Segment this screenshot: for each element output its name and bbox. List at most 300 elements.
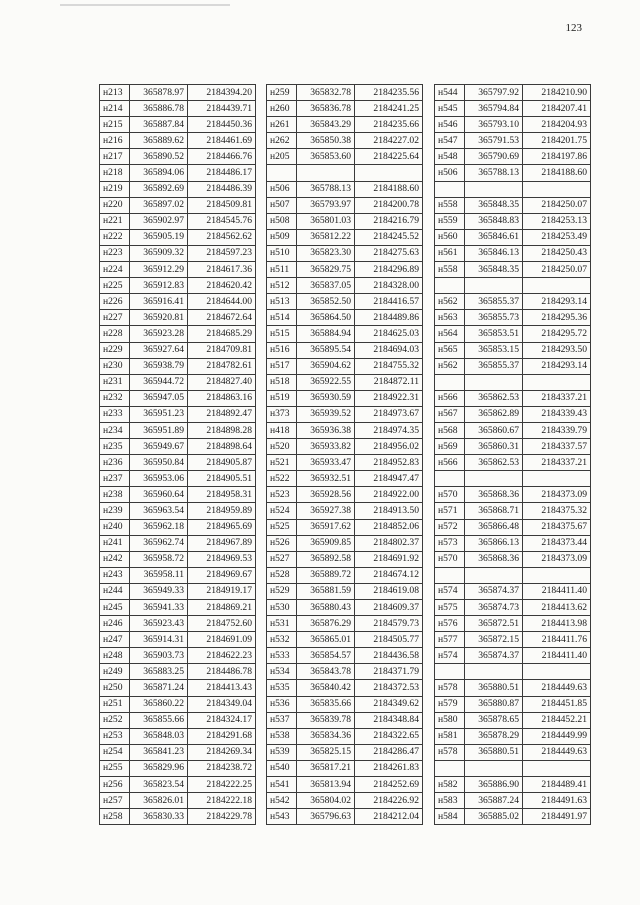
y-coordinate-cell: 2184324.17	[188, 712, 256, 728]
x-coordinate-cell: 365874.37	[465, 583, 523, 599]
y-coordinate-cell: 2184922.31	[355, 390, 423, 406]
y-coordinate-cell: 2184694.03	[355, 342, 423, 358]
point-id-cell: н260	[267, 101, 297, 117]
x-coordinate-cell: 365950.84	[130, 455, 188, 471]
table-row	[100, 728, 256, 744]
table-row	[435, 777, 591, 793]
table-row	[267, 117, 423, 133]
y-coordinate-cell: 2184452.21	[523, 712, 591, 728]
x-coordinate-cell: 365835.66	[297, 696, 355, 712]
y-coordinate-cell: 2184461.69	[188, 133, 256, 149]
x-coordinate-cell: 365860.31	[465, 439, 523, 455]
table-row	[435, 85, 591, 101]
table-row	[267, 664, 423, 680]
table-row	[100, 133, 256, 149]
point-id-cell: н543	[267, 809, 297, 825]
y-coordinate-cell: 2184207.41	[523, 101, 591, 117]
table-row	[267, 390, 423, 406]
y-coordinate-cell: 2184286.47	[355, 744, 423, 760]
table-row	[267, 197, 423, 213]
table-row	[435, 503, 591, 519]
point-id-cell: н221	[100, 213, 130, 229]
y-coordinate-cell: 2184328.00	[355, 278, 423, 294]
x-coordinate-cell: 365872.15	[465, 632, 523, 648]
point-id-cell: н225	[100, 278, 130, 294]
x-coordinate-cell: 365788.13	[465, 165, 523, 181]
x-coordinate-cell: 365878.65	[465, 712, 523, 728]
point-id-cell: н213	[100, 85, 130, 101]
x-coordinate-cell: 365872.51	[465, 616, 523, 632]
point-id-cell: н570	[435, 487, 465, 503]
point-id-cell: н523	[267, 487, 297, 503]
point-id-cell: н538	[267, 728, 297, 744]
table-row	[267, 793, 423, 809]
x-coordinate-cell: 365887.84	[130, 117, 188, 133]
x-coordinate-cell: 365889.72	[297, 567, 355, 583]
y-coordinate-cell: 2184250.43	[523, 245, 591, 261]
y-coordinate-cell: 2184296.89	[355, 262, 423, 278]
y-coordinate-cell: 2184892.47	[188, 406, 256, 422]
y-coordinate-cell: 2184674.12	[355, 567, 423, 583]
point-id-cell: н584	[435, 809, 465, 825]
point-id-cell: н259	[267, 85, 297, 101]
point-id-cell: н233	[100, 406, 130, 422]
x-coordinate-cell: 365865.01	[297, 632, 355, 648]
table-row	[100, 535, 256, 551]
y-coordinate-cell: 2184197.86	[523, 149, 591, 165]
x-coordinate-cell: 365855.73	[465, 310, 523, 326]
y-coordinate-cell: 2184293.14	[523, 294, 591, 310]
table-row	[435, 406, 591, 422]
x-coordinate-cell: 365840.42	[297, 680, 355, 696]
x-coordinate-cell: 365796.63	[297, 809, 355, 825]
table-row	[100, 101, 256, 117]
point-id-cell: н257	[100, 793, 130, 809]
y-coordinate-cell: 2184869.21	[188, 600, 256, 616]
table-row	[100, 422, 256, 438]
x-coordinate-cell	[465, 567, 523, 583]
point-id-cell: н262	[267, 133, 297, 149]
point-id-cell	[435, 760, 465, 776]
x-coordinate-cell: 365829.96	[130, 760, 188, 776]
coordinates-table-1	[99, 84, 256, 825]
x-coordinate-cell: 365909.32	[130, 245, 188, 261]
table-row	[100, 439, 256, 455]
y-coordinate-cell: 2184222.18	[188, 793, 256, 809]
y-coordinate-cell: 2184416.57	[355, 294, 423, 310]
table-row	[435, 567, 591, 583]
x-coordinate-cell: 365927.38	[297, 503, 355, 519]
table-row	[267, 760, 423, 776]
x-coordinate-cell: 365823.54	[130, 777, 188, 793]
point-id-cell: н582	[435, 777, 465, 793]
table-row	[267, 616, 423, 632]
x-coordinate-cell	[297, 165, 355, 181]
x-coordinate-cell: 365939.52	[297, 406, 355, 422]
x-coordinate-cell: 365788.13	[297, 181, 355, 197]
y-coordinate-cell: 2184291.68	[188, 728, 256, 744]
x-coordinate-cell: 365905.19	[130, 229, 188, 245]
point-id-cell: н514	[267, 310, 297, 326]
y-coordinate-cell: 2184226.92	[355, 793, 423, 809]
point-id-cell: н520	[267, 439, 297, 455]
x-coordinate-cell: 365903.73	[130, 648, 188, 664]
y-coordinate-cell	[523, 374, 591, 390]
y-coordinate-cell: 2184235.66	[355, 117, 423, 133]
point-id-cell: н534	[267, 664, 297, 680]
x-coordinate-cell	[465, 471, 523, 487]
x-coordinate-cell: 365790.69	[465, 149, 523, 165]
x-coordinate-cell: 365868.71	[465, 503, 523, 519]
point-id-cell: н507	[267, 197, 297, 213]
x-coordinate-cell: 365895.54	[297, 342, 355, 358]
y-coordinate-cell: 2184204.93	[523, 117, 591, 133]
y-coordinate-cell: 2184489.41	[523, 777, 591, 793]
y-coordinate-cell	[523, 664, 591, 680]
point-id-cell: н508	[267, 213, 297, 229]
y-coordinate-cell: 2184579.73	[355, 616, 423, 632]
x-coordinate-cell: 365843.78	[297, 664, 355, 680]
point-id-cell: н226	[100, 294, 130, 310]
point-id-cell: н578	[435, 744, 465, 760]
x-coordinate-cell: 365848.83	[465, 213, 523, 229]
point-id-cell: н227	[100, 310, 130, 326]
point-id-cell: н506	[435, 165, 465, 181]
y-coordinate-cell: 2184898.64	[188, 439, 256, 455]
x-coordinate-cell: 365843.29	[297, 117, 355, 133]
point-id-cell: н222	[100, 229, 130, 245]
point-id-cell: н583	[435, 793, 465, 809]
y-coordinate-cell: 2184337.57	[523, 439, 591, 455]
table-row	[100, 777, 256, 793]
point-id-cell: н517	[267, 358, 297, 374]
y-coordinate-cell: 2184222.25	[188, 777, 256, 793]
table-row	[435, 519, 591, 535]
y-coordinate-cell: 2184238.72	[188, 760, 256, 776]
point-id-cell: н559	[435, 213, 465, 229]
point-id-cell: н566	[435, 390, 465, 406]
y-coordinate-cell: 2184956.02	[355, 439, 423, 455]
x-coordinate-cell: 365960.64	[130, 487, 188, 503]
x-coordinate-cell: 365951.23	[130, 406, 188, 422]
table-row	[435, 326, 591, 342]
table-row	[267, 326, 423, 342]
y-coordinate-cell: 2184188.60	[355, 181, 423, 197]
y-coordinate-cell: 2184216.79	[355, 213, 423, 229]
table-row	[267, 422, 423, 438]
point-id-cell: н373	[267, 406, 297, 422]
y-coordinate-cell: 2184449.63	[523, 680, 591, 696]
y-coordinate-cell: 2184371.79	[355, 664, 423, 680]
x-coordinate-cell: 365912.83	[130, 278, 188, 294]
point-id-cell: н234	[100, 422, 130, 438]
table-row	[267, 85, 423, 101]
x-coordinate-cell: 365848.35	[465, 197, 523, 213]
table-row	[100, 294, 256, 310]
table-row	[435, 197, 591, 213]
x-coordinate-cell: 365804.02	[297, 793, 355, 809]
table-row	[435, 455, 591, 471]
x-coordinate-cell	[465, 181, 523, 197]
x-coordinate-cell: 365855.37	[465, 358, 523, 374]
point-id-cell: н576	[435, 616, 465, 632]
point-id-cell: н564	[435, 326, 465, 342]
table-row	[435, 294, 591, 310]
point-id-cell: н566	[435, 455, 465, 471]
x-coordinate-cell: 365927.64	[130, 342, 188, 358]
point-id-cell: н570	[435, 551, 465, 567]
y-coordinate-cell: 2184947.47	[355, 471, 423, 487]
point-id-cell: н249	[100, 664, 130, 680]
table-row	[267, 310, 423, 326]
table-row	[267, 278, 423, 294]
x-coordinate-cell: 365894.06	[130, 165, 188, 181]
point-id-cell: н519	[267, 390, 297, 406]
y-coordinate-cell: 2184235.56	[355, 85, 423, 101]
y-coordinate-cell: 2184348.84	[355, 712, 423, 728]
y-coordinate-cell: 2184625.03	[355, 326, 423, 342]
y-coordinate-cell: 2184413.62	[523, 600, 591, 616]
x-coordinate-cell: 365897.02	[130, 197, 188, 213]
y-coordinate-cell: 2184620.42	[188, 278, 256, 294]
x-coordinate-cell: 365874.73	[465, 600, 523, 616]
table-row	[435, 101, 591, 117]
x-coordinate-cell: 365837.05	[297, 278, 355, 294]
x-coordinate-cell: 365852.50	[297, 294, 355, 310]
point-id-cell: н256	[100, 777, 130, 793]
point-id-cell: н565	[435, 342, 465, 358]
x-coordinate-cell: 365823.30	[297, 245, 355, 261]
point-id-cell: н251	[100, 696, 130, 712]
point-id-cell: н223	[100, 245, 130, 261]
point-id-cell: н532	[267, 632, 297, 648]
y-coordinate-cell: 2184969.53	[188, 551, 256, 567]
point-id-cell: н533	[267, 648, 297, 664]
x-coordinate-cell: 365862.89	[465, 406, 523, 422]
y-coordinate-cell: 2184411.76	[523, 632, 591, 648]
x-coordinate-cell: 365848.35	[465, 262, 523, 278]
table-row	[435, 664, 591, 680]
point-id-cell: н535	[267, 680, 297, 696]
point-id-cell: н418	[267, 422, 297, 438]
x-coordinate-cell	[465, 664, 523, 680]
point-id-cell: н255	[100, 760, 130, 776]
x-coordinate-cell: 365846.61	[465, 229, 523, 245]
y-coordinate-cell: 2184486.39	[188, 181, 256, 197]
point-id-cell: н512	[267, 278, 297, 294]
table-row	[100, 519, 256, 535]
point-id-cell: н577	[435, 632, 465, 648]
table-row	[100, 744, 256, 760]
y-coordinate-cell	[523, 760, 591, 776]
point-id-cell: н542	[267, 793, 297, 809]
point-id-cell: н261	[267, 117, 297, 133]
point-id-cell: н524	[267, 503, 297, 519]
y-coordinate-cell: 2184250.07	[523, 262, 591, 278]
table-row	[267, 551, 423, 567]
point-id-cell: н243	[100, 567, 130, 583]
x-coordinate-cell: 365932.51	[297, 471, 355, 487]
table-row	[267, 455, 423, 471]
y-coordinate-cell: 2184486.17	[188, 165, 256, 181]
point-id-cell: н252	[100, 712, 130, 728]
y-coordinate-cell: 2184509.81	[188, 197, 256, 213]
y-coordinate-cell: 2184449.63	[523, 744, 591, 760]
y-coordinate-cell: 2184965.69	[188, 519, 256, 535]
table-row	[435, 583, 591, 599]
table-row	[100, 229, 256, 245]
y-coordinate-cell: 2184241.25	[355, 101, 423, 117]
x-coordinate-cell: 365922.55	[297, 374, 355, 390]
x-coordinate-cell: 365912.29	[130, 262, 188, 278]
y-coordinate-cell: 2184466.76	[188, 149, 256, 165]
x-coordinate-cell: 365794.84	[465, 101, 523, 117]
point-id-cell: н229	[100, 342, 130, 358]
y-coordinate-cell: 2184373.09	[523, 487, 591, 503]
y-coordinate-cell: 2184337.21	[523, 455, 591, 471]
point-id-cell	[267, 165, 297, 181]
table-row	[435, 551, 591, 567]
point-id-cell: н528	[267, 567, 297, 583]
x-coordinate-cell	[465, 760, 523, 776]
y-coordinate-cell: 2184349.62	[355, 696, 423, 712]
point-id-cell: н228	[100, 326, 130, 342]
x-coordinate-cell: 365917.62	[297, 519, 355, 535]
table-row	[435, 133, 591, 149]
table-row	[435, 712, 591, 728]
point-id-cell: н232	[100, 390, 130, 406]
table-row	[435, 245, 591, 261]
x-coordinate-cell: 365944.72	[130, 374, 188, 390]
y-coordinate-cell: 2184852.06	[355, 519, 423, 535]
table-row	[267, 744, 423, 760]
x-coordinate-cell: 365941.33	[130, 600, 188, 616]
y-coordinate-cell: 2184253.13	[523, 213, 591, 229]
y-coordinate-cell: 2184293.50	[523, 342, 591, 358]
x-coordinate-cell: 365963.54	[130, 503, 188, 519]
x-coordinate-cell: 365933.47	[297, 455, 355, 471]
table-row	[100, 664, 256, 680]
x-coordinate-cell: 365868.36	[465, 487, 523, 503]
y-coordinate-cell: 2184609.37	[355, 600, 423, 616]
point-id-cell: н574	[435, 648, 465, 664]
point-id-cell: н578	[435, 680, 465, 696]
y-coordinate-cell: 2184229.78	[188, 809, 256, 825]
x-coordinate-cell: 365793.10	[465, 117, 523, 133]
y-coordinate-cell: 2184672.64	[188, 310, 256, 326]
x-coordinate-cell: 365880.51	[465, 744, 523, 760]
x-coordinate-cell: 365853.60	[297, 149, 355, 165]
y-coordinate-cell: 2184227.02	[355, 133, 423, 149]
y-coordinate-cell: 2184337.21	[523, 390, 591, 406]
point-id-cell: н248	[100, 648, 130, 664]
y-coordinate-cell: 2184411.40	[523, 583, 591, 599]
table-row	[435, 278, 591, 294]
x-coordinate-cell: 365864.50	[297, 310, 355, 326]
table-row	[435, 809, 591, 825]
point-id-cell: н253	[100, 728, 130, 744]
point-id-cell: н548	[435, 149, 465, 165]
table-row	[100, 197, 256, 213]
table-row	[100, 551, 256, 567]
point-id-cell: н506	[267, 181, 297, 197]
table-row	[435, 310, 591, 326]
point-id-cell: н579	[435, 696, 465, 712]
table-row	[267, 600, 423, 616]
point-id-cell: н562	[435, 294, 465, 310]
point-id-cell: н224	[100, 262, 130, 278]
point-id-cell: н571	[435, 503, 465, 519]
x-coordinate-cell: 365801.03	[297, 213, 355, 229]
x-coordinate-cell: 365930.59	[297, 390, 355, 406]
y-coordinate-cell: 2184802.37	[355, 535, 423, 551]
x-coordinate-cell: 365923.28	[130, 326, 188, 342]
point-id-cell: н511	[267, 262, 297, 278]
y-coordinate-cell: 2184974.35	[355, 422, 423, 438]
point-id-cell: н247	[100, 632, 130, 648]
table-row	[100, 567, 256, 583]
x-coordinate-cell: 365889.62	[130, 133, 188, 149]
y-coordinate-cell: 2184411.40	[523, 648, 591, 664]
point-id-cell: н239	[100, 503, 130, 519]
point-id-cell: н545	[435, 101, 465, 117]
y-coordinate-cell: 2184952.83	[355, 455, 423, 471]
x-coordinate-cell: 365880.87	[465, 696, 523, 712]
x-coordinate-cell: 365958.72	[130, 551, 188, 567]
y-coordinate-cell: 2184489.86	[355, 310, 423, 326]
x-coordinate-cell: 365947.05	[130, 390, 188, 406]
table-row	[435, 390, 591, 406]
point-id-cell: н258	[100, 809, 130, 825]
table-row	[435, 680, 591, 696]
y-coordinate-cell: 2184210.90	[523, 85, 591, 101]
point-id-cell: н531	[267, 616, 297, 632]
y-coordinate-cell: 2184261.83	[355, 760, 423, 776]
point-id-cell: н250	[100, 680, 130, 696]
table-row	[267, 133, 423, 149]
y-coordinate-cell: 2184188.60	[523, 165, 591, 181]
table-row	[435, 342, 591, 358]
y-coordinate-cell: 2184491.63	[523, 793, 591, 809]
table-row	[267, 696, 423, 712]
point-id-cell: н546	[435, 117, 465, 133]
table-row	[100, 583, 256, 599]
y-coordinate-cell: 2184919.17	[188, 583, 256, 599]
y-coordinate-cell: 2184872.11	[355, 374, 423, 390]
x-coordinate-cell: 365832.78	[297, 85, 355, 101]
table-row	[267, 245, 423, 261]
table-row	[267, 728, 423, 744]
point-id-cell: н521	[267, 455, 297, 471]
coordinates-table-3	[434, 84, 591, 825]
y-coordinate-cell: 2184451.85	[523, 696, 591, 712]
table-row	[267, 294, 423, 310]
point-id-cell	[435, 471, 465, 487]
x-coordinate-cell: 365817.21	[297, 760, 355, 776]
x-coordinate-cell: 365846.13	[465, 245, 523, 261]
point-id-cell: н547	[435, 133, 465, 149]
table-row	[435, 648, 591, 664]
y-coordinate-cell: 2184959.89	[188, 503, 256, 519]
point-id-cell: н569	[435, 439, 465, 455]
x-coordinate-cell: 365928.56	[297, 487, 355, 503]
y-coordinate-cell: 2184752.60	[188, 616, 256, 632]
table-row	[100, 793, 256, 809]
x-coordinate-cell: 365958.11	[130, 567, 188, 583]
y-coordinate-cell: 2184449.99	[523, 728, 591, 744]
x-coordinate-cell: 365883.25	[130, 664, 188, 680]
point-id-cell: н238	[100, 487, 130, 503]
